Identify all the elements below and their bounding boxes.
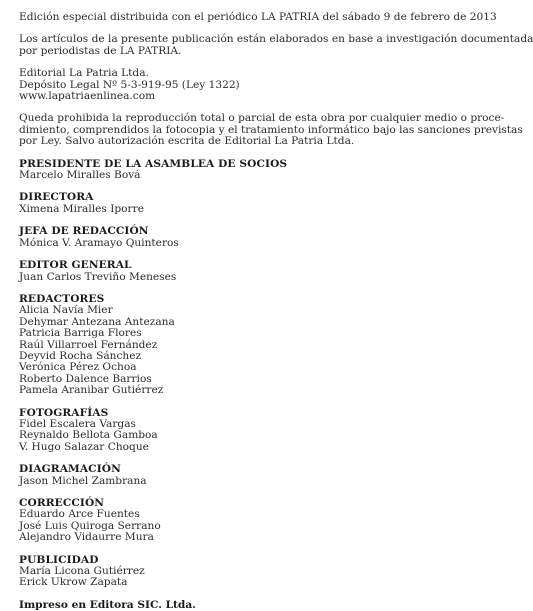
credit-section	[19, 464, 411, 487]
credit-name: Alejandro Vidaurre Mura	[19, 531, 154, 544]
credit-name: Juan Carlos Treviño Meneses	[19, 270, 177, 283]
credit-name: Marcelo Miralles Bová	[19, 169, 141, 182]
credit-heading: CORRECCIÓN	[19, 497, 105, 509]
credit-name: Ximena Miralles Iporre	[19, 202, 144, 215]
credit-name: Erick Ukrow Zapata	[19, 576, 128, 589]
credit-name: Dehymar Antezana Antezana	[19, 315, 175, 328]
credit-name: V. Hugo Salazar Choque	[19, 440, 149, 453]
credit-heading: PUBLICIDAD	[19, 553, 99, 566]
copyright-line: Queda prohibida la reproducción total o parcial de esta obra por cualquier medio o proce-	[19, 112, 505, 125]
website-text: www.lapatriaenlinea.com	[19, 90, 156, 103]
edition-note	[19, 11, 497, 23]
credit-heading: PRESIDENTE DE LA ASAMBLEA DE SOCIOS	[19, 157, 288, 170]
copyright-line: por Ley. Salvo autorización escrita de Editorial La Patria Ltda.	[19, 135, 355, 148]
credit-section	[19, 159, 411, 182]
edition-note-line: Edición especial distribuida con el periódico LA PATRIA del sábado 9 de febrero de 2013	[19, 11, 497, 23]
credit-name: Reynaldo Bellota Gamboa	[19, 429, 158, 442]
credit-heading: DIAGRAMACIÓN	[19, 463, 121, 476]
credit-name: Fidel Escalera Vargas	[19, 417, 136, 430]
credit-name: Roberto Dalence Barrios	[19, 372, 152, 385]
credit-name: Pamela Aranibar Gutiérrez	[19, 384, 164, 397]
credit-heading: REDACTORES	[19, 292, 105, 305]
research-note-line: por periodistas de LA PATRIA.	[19, 44, 182, 57]
copyright-line: dimiento, comprendidos la fotocopia y el tratamiento informático bajo las sanciones previstas	[19, 123, 523, 136]
credit-section	[19, 498, 411, 544]
credit-name: Patricia Barriga Flores	[19, 327, 142, 340]
credit-heading: JEFA DE REDACCIÓN	[19, 225, 149, 238]
credit-name: Verónica Pérez Ochoa	[19, 361, 137, 374]
credit-name: José Luis Quiroga Serrano	[19, 519, 161, 532]
credit-heading: DIRECTORA	[19, 191, 94, 204]
credit-section	[19, 294, 411, 397]
copyright-notice	[19, 112, 523, 148]
credits-page	[19, 11, 533, 611]
publisher-block	[19, 68, 411, 102]
credit-name: Deyvid Rocha Sánchez	[19, 349, 142, 362]
publisher-name: Editorial La Patria Ltda.	[19, 67, 149, 80]
credit-name: María Licona Gutiérrez	[19, 565, 145, 578]
credit-name: Eduardo Arce Fuentes	[19, 508, 140, 521]
credit-name: Raúl Villarroel Fernández	[19, 338, 158, 351]
credit-section	[19, 260, 411, 283]
research-note-line: Los artículos de la presente publicación están elaborados en base a investigación documentada	[19, 33, 533, 46]
printer-credit: Impreso en Editora SIC. Ltda.	[19, 598, 196, 611]
credit-heading: FOTOGRAFÍAS	[19, 406, 109, 419]
credit-name: Alicia Navía Mier	[19, 304, 113, 317]
credit-section	[19, 555, 411, 589]
credit-name: Jason Michel Zambrana	[19, 474, 147, 487]
legal-deposit: Depósito Legal Nº 5-3-919-95 (Ley 1322)	[19, 78, 240, 91]
credits-list	[19, 159, 411, 589]
credit-section	[19, 226, 411, 249]
credit-name: Mónica V. Aramayo Quinteros	[19, 236, 179, 249]
credit-section	[19, 408, 411, 454]
research-note	[19, 33, 533, 57]
credit-section	[19, 192, 411, 215]
credit-heading: EDITOR GENERAL	[19, 259, 132, 272]
